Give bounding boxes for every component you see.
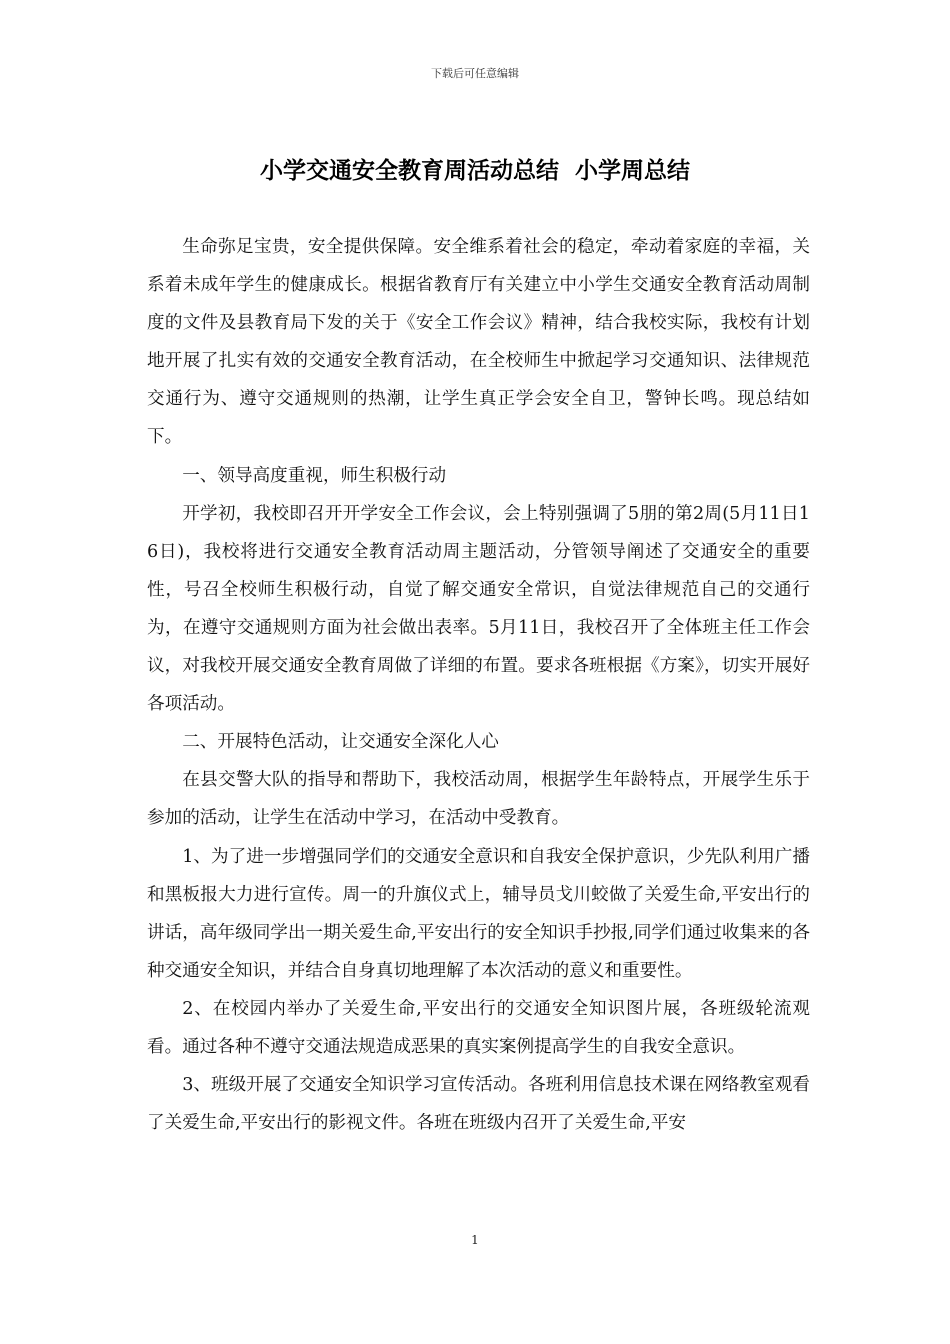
page-number: 1: [471, 1233, 479, 1247]
paragraph-section-2: 在县交警大队的指导和帮助下，我校活动周，根据学生年龄特点，开展学生乐于参加的活动，让学生在活动中学习，在活动中受教育。: [147, 770, 810, 829]
paragraph-intro: 生命弥足宝贵，安全提供保障。安全维系着社会的稳定，牵动着家庭的幸福，关系着未成年学生的健康成长。根据省教育厅有关建立中小学生交通安全教育活动周制度的文件及县教育局下发的关于《安全工作会议》精神，结合我校实际，我校有计划地开展了扎实有效的交通安全教育活动，在全校师生中掀起学习交通知识、法律规范交通行为、遵守交通规则的热潮，让学生真正学会安全自卫，警钟长鸣。现总结如下。: [147, 237, 810, 448]
document-body: [147, 228, 810, 1142]
paragraph-section-1: 开学初，我校即召开开学安全工作会议，会上特别强调了5朋的第2周(5月11日16日)，我校将进行交通安全教育活动周主题活动，分管领导阐述了交通安全的重要性，号召全校师生积极行动，自觉了解交通安全常识，自觉法律规范自己的交通行为，在遵守交通规则方面为社会做出表率。5月11日，我校召开了全体班主任工作会议，对我校开展交通安全教育周做了详细的布置。要求各班根据《方案》，切实开展好各项活动。: [147, 503, 810, 715]
document-title: 小学交通安全教育周活动总结 小学周总结: [259, 158, 690, 184]
section-heading-1: 一、领导高度重视，师生积极行动: [182, 465, 447, 486]
paragraph-item-2: 2、在校园内举办了关爱生命,平安出行的交通安全知识图片展，各班级轮流观看。通过各种不遵守交通法规造成恶果的真实案例提高学生的自我安全意识。: [147, 998, 810, 1057]
section-heading-2: 二、开展特色活动，让交通安全深化人心: [182, 732, 499, 753]
paragraph-item-3: 3、班级开展了交通安全知识学习宣传活动。各班利用信息技术课在网络教室观看了关爱生命,平安出行的影视文件。各班在班级内召开了关爱生命,平安: [147, 1075, 810, 1134]
header-note: 下载后可任意编辑: [431, 67, 519, 80]
paragraph-item-1: 1、为了进一步增强同学们的交通安全意识和自我安全保护意识，少先队利用广播和黑板报大力进行宣传。周一的升旗仪式上，辅导员戈川蛟做了关爱生命,平安出行的讲话，高年级同学出一期关爱生命,平安出行的安全知识手抄报,同学们通过收集来的各种交通安全知识，并结合自身真切地理解了本次活动的意义和重要性。: [147, 846, 810, 981]
